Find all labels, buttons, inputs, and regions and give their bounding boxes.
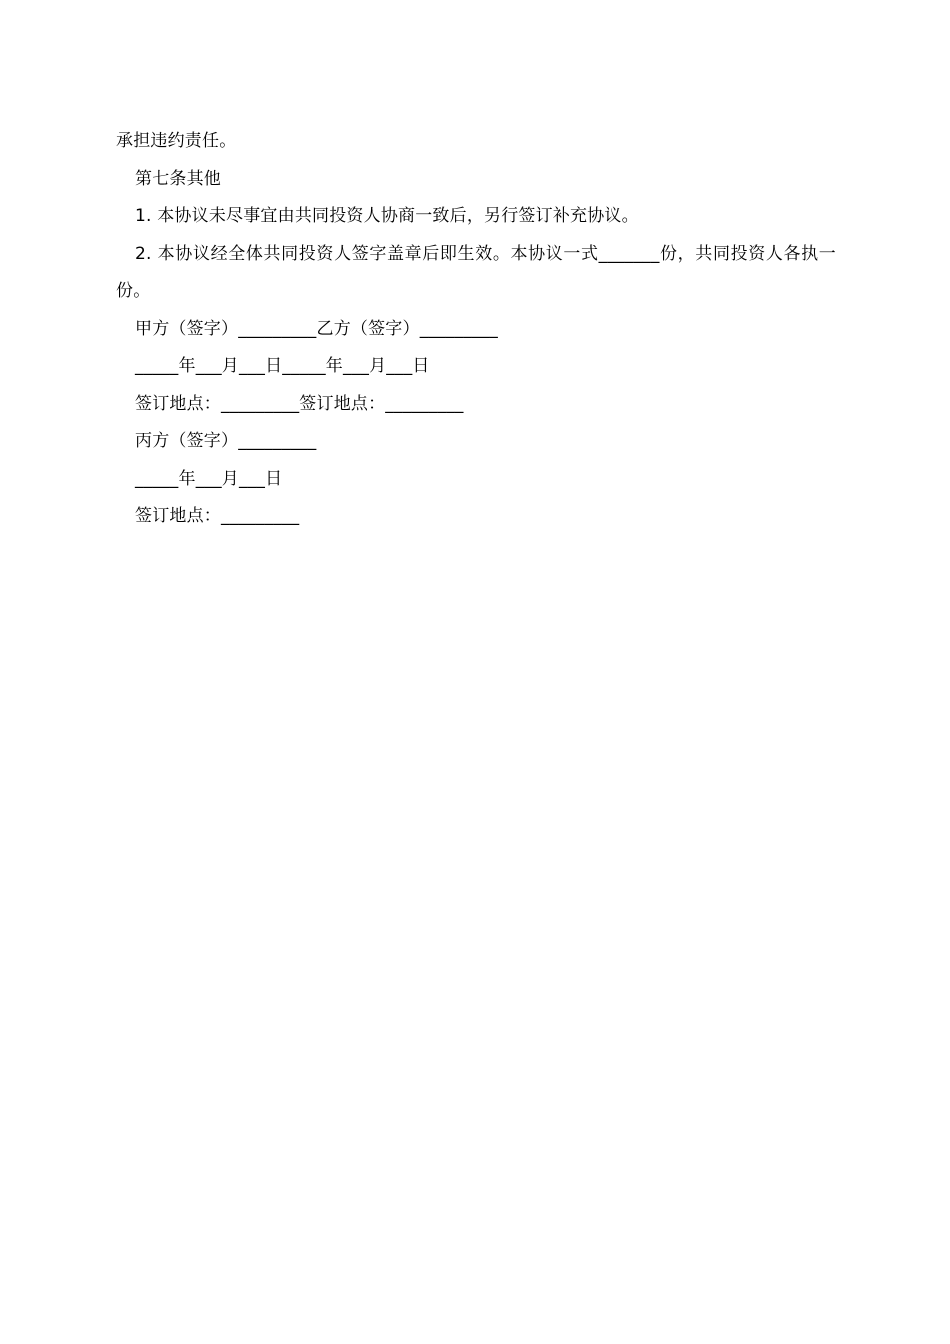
location-party-c: 签订地点：_________ — [135, 506, 300, 526]
signature-party-c: 丙方（签字）_________ — [135, 431, 317, 451]
location-party-a-b: 签订地点：_________签订地点：_________ — [135, 393, 464, 414]
date-party-a-b: _____年___月___日_____年___月___日 — [135, 356, 430, 376]
clause-1: 1. 本协议未尽事宜由共同投资人协商一致后，另行签订补充协议。 — [135, 206, 639, 226]
continuation-text: 承担违约责任。 — [116, 131, 237, 151]
signature-party-a-b: 甲方（签字）_________乙方（签字）_________ — [135, 318, 498, 339]
article-7-heading: 第七条其他 — [135, 168, 221, 189]
clause-2: 2. 本协议经全体共同投资人签字盖章后即生效。本协议一式_______份，共同投资人各执一份。 — [116, 243, 836, 301]
date-party-c: _____年___月___日 — [135, 468, 283, 489]
document-body — [116, 123, 836, 536]
